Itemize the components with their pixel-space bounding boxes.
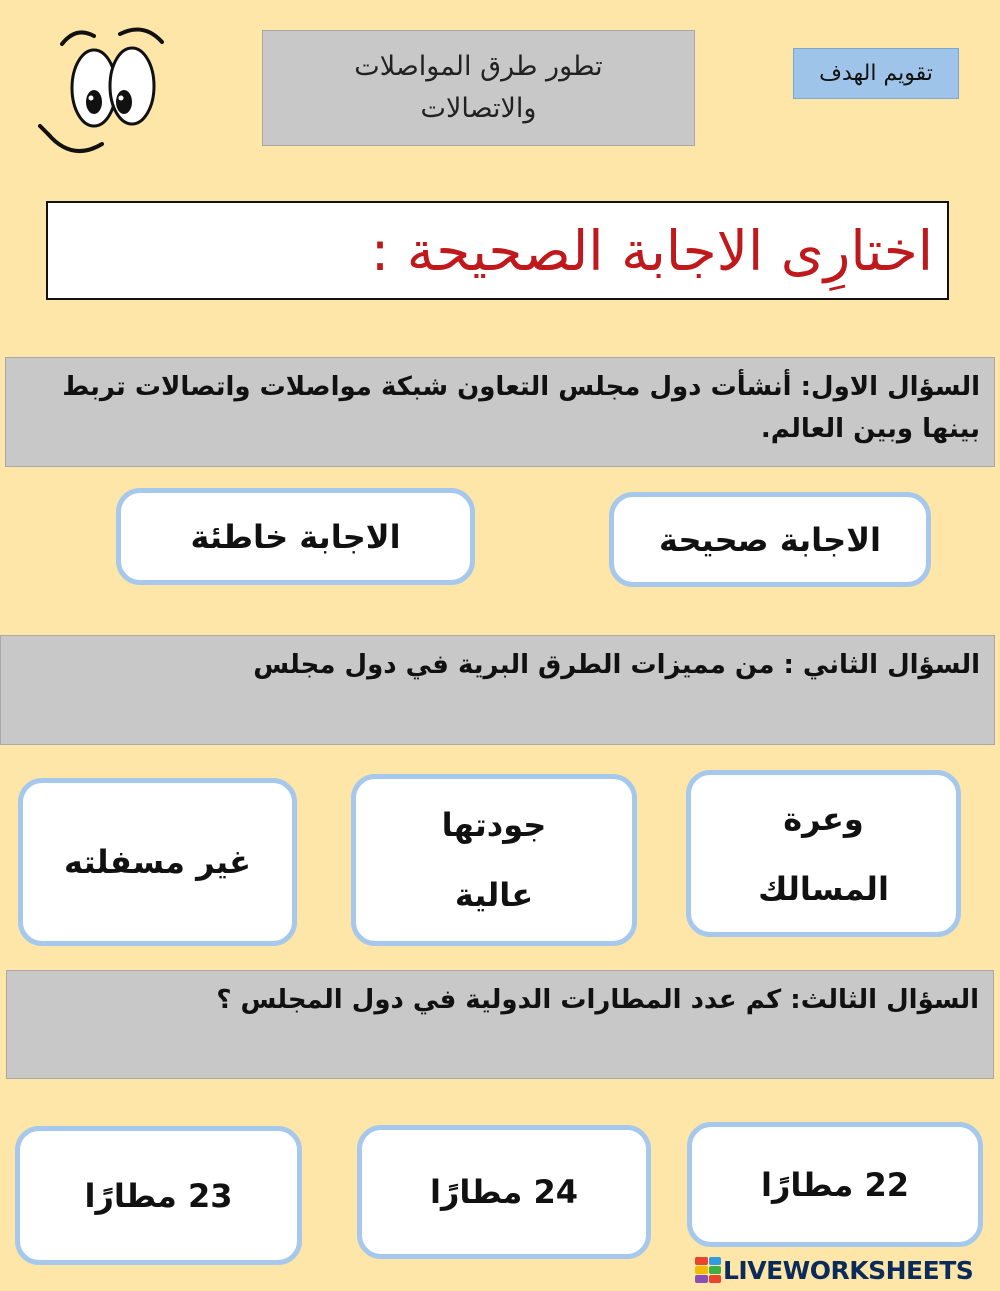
question-2: السؤال الثاني : من مميزات الطرق البرية في دول مجلس <box>0 635 995 745</box>
liveworksheets-logo-icon <box>695 1257 721 1283</box>
smiley-face-icon <box>32 22 172 160</box>
instruction-heading: اختارِى الاجابة الصحيحة : <box>46 201 949 300</box>
lesson-topic: تطور طرق المواصلات والاتصالات <box>262 30 695 146</box>
q2-option-2[interactable]: جودتها عالية <box>351 774 637 946</box>
liveworksheets-watermark <box>695 1255 995 1285</box>
assessment-tag: تقويم الهدف <box>793 48 959 99</box>
question-1: السؤال الاول: أنشأت دول مجلس التعاون شبكة مواصلات واتصالات تربط بينها وبين العالم. <box>5 357 995 467</box>
q3-option-3[interactable]: 23 مطارًا <box>15 1126 302 1265</box>
q2-option-1[interactable]: وعرة المسالك <box>686 770 961 937</box>
q3-option-2[interactable]: 24 مطارًا <box>357 1125 651 1259</box>
q3-option-1[interactable]: 22 مطارًا <box>687 1122 983 1247</box>
brand-name: LIVEWORKSHEETS <box>723 1255 974 1285</box>
q1-option-false[interactable]: الاجابة خاطئة <box>116 488 475 585</box>
q2-option-3[interactable]: غير مسفلته <box>18 778 297 946</box>
q1-option-true[interactable]: الاجابة صحيحة <box>609 492 931 587</box>
question-3: السؤال الثالث: كم عدد المطارات الدولية في دول المجلس ؟ <box>6 970 994 1079</box>
